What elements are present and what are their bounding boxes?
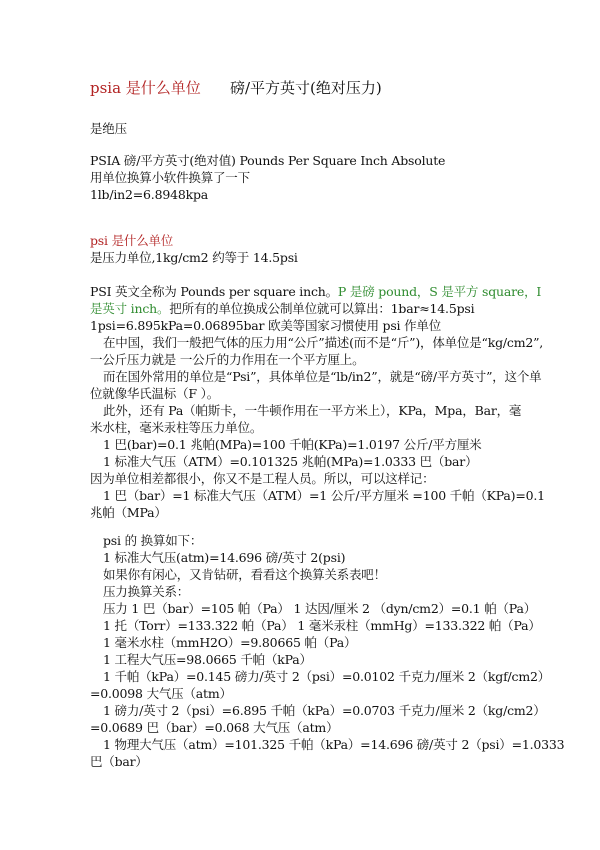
- page-subtitle: 磅/平方英寸(绝对压力): [230, 79, 382, 97]
- memory-tip: 因为单位相差都很小，你又不是工程人员。所以，可以这样记：: [90, 471, 435, 486]
- answer-absolute: 是绝压: [90, 121, 127, 136]
- table-invite: 如果你有闲心，又肯钻研，看看这个换算关系表吧！: [103, 567, 386, 582]
- table-row: 1 物理大气压（atm）=101.325 千帕（kPa）=14.696 磅/英寸 2（psi）=1.0333: [103, 737, 565, 752]
- page-title: psia 是什么单位: [90, 79, 201, 97]
- calc-result: 1lb/in2=6.8948kpa: [90, 187, 209, 202]
- paragraph-line: [90, 283, 541, 301]
- psi-letter-i: 是英寸 inch。: [90, 301, 170, 316]
- table-row-cont: 巴（bar）: [90, 754, 148, 769]
- psi-letters-meaning: P 是磅 pound，S 是平方 square，I: [337, 284, 542, 299]
- table-row-cont: =0.0689 巴（bar）=0.068 大气压（atm）: [90, 720, 339, 735]
- calc-note: 用单位换算小软件换算了一下: [90, 170, 250, 185]
- fahrenheit-analogy: 位就像华氏温标（F ）。: [90, 386, 219, 401]
- table-title: 压力换算关系：: [103, 584, 190, 599]
- atm-conversion: 1 标准大气压（ATM）=0.101325 兆帕(MPa)=1.0333 巴（bar）: [103, 454, 478, 469]
- table-row: 压力 1 巴（bar）=105 帕（Pa） 1 达因/厘米 2 （dyn/cm2）=0.1 帕（Pa）: [103, 601, 537, 616]
- atm-to-psi: 1 标准大气压(atm)=14.696 磅/英寸 2(psi): [103, 550, 346, 565]
- table-row: 1 工程大气压=98.0665 千帕（kPa）: [103, 652, 312, 667]
- psi-fullname: PSI 英文全称为 Pounds per square inch。: [90, 284, 338, 299]
- psi-answer: 是压力单位,1kg/cm2 约等于 14.5psi: [90, 250, 298, 265]
- conversion-psi: 1psi=6.895kPa=0.06895bar 欧美等国家习惯使用 psi 作单位: [90, 318, 442, 333]
- table-row: 1 托（Torr）=133.322 帕（Pa） 1 毫米汞柱（mmHg）=133.322 帕（Pa）: [103, 618, 541, 633]
- psi-conversion-intro: psi 的 换算如下：: [103, 533, 203, 548]
- other-units: 此外，还有 Pa（帕斯卡，一牛顿作用在一平方米上），KPa，Mpa，Bar，毫: [103, 403, 522, 418]
- psia-definition: PSIA 磅/平方英寸(绝对值) Pounds Per Square Inch Absolute: [90, 153, 446, 168]
- table-row-cont: =0.0098 大气压（atm）: [90, 686, 232, 701]
- paragraph-line: [90, 300, 474, 318]
- kg-explanation: 一公斤压力就是 一公斤的力作用在一个平方厘上。: [90, 352, 365, 367]
- table-row: 1 磅力/英寸 2（psi）=6.895 千帕（kPa）=0.0703 千克力/厘米 2（kg/cm2）: [103, 703, 546, 718]
- conversion-bar: 把所有的单位换成公制单位就可以算出：1bar≈14.5psi: [169, 301, 475, 316]
- foreign-usage: 而在国外常用的单位是“Psi”，具体单位是“lb/in2”，就是“磅/平方英寸”，这个单: [103, 369, 542, 384]
- bar-conversion: 1 巴(bar)=0.1 兆帕(MPa)=100 千帕(KPa)=1.0197 公斤/平方厘米: [103, 437, 482, 452]
- china-usage: 在中国，我们一般把气体的压力用“公斤”描述(而不是“斤”)，体单位是“kg/cm2”,: [103, 335, 544, 350]
- other-units-cont: 米水柱，毫米汞柱等压力单位。: [90, 420, 263, 435]
- table-row: 1 千帕（kPa）=0.145 磅力/英寸 2（psi）=0.0102 千克力/厘米 2（kgf/cm2）: [103, 669, 551, 684]
- approx-equivalence: 1 巴（bar）=1 标准大气压（ATM）=1 公斤/平方厘米 =100 千帕（KPa)=0.1: [103, 488, 545, 503]
- section-heading-psi: psi 是什么单位: [90, 233, 174, 248]
- table-row: 1 毫米水柱（mmH2O）=9.80665 帕（Pa）: [103, 635, 357, 650]
- approx-equivalence-cont: 兆帕（MPa）: [90, 505, 167, 520]
